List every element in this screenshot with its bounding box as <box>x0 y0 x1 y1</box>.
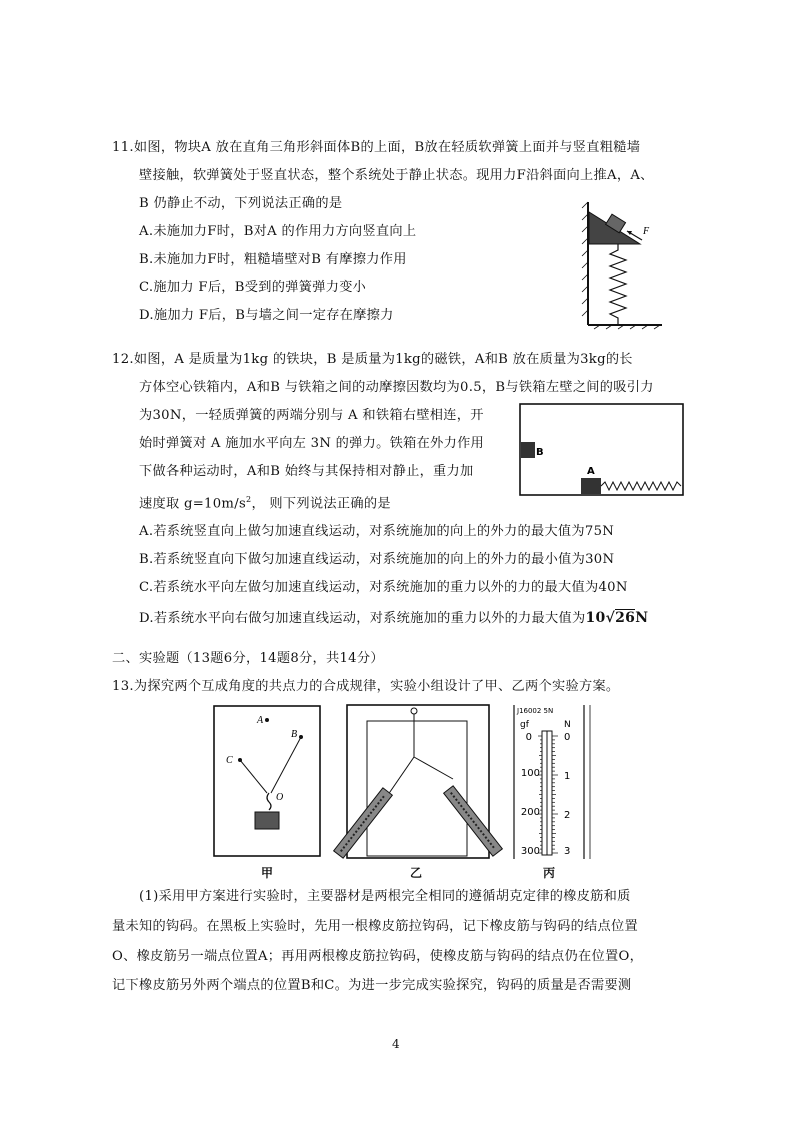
q12-label-a: A <box>587 466 595 477</box>
bing-gf-300: 300 <box>520 846 540 857</box>
q13-figure-jia <box>213 705 323 860</box>
page-number: 4 <box>392 1037 400 1051</box>
bing-n-1: 1 <box>564 771 571 782</box>
q13-para-line4: 记下橡皮筋另外两个端点的位置B和C。为进一步完成实验探究，钩码的质量是否需要测 <box>112 978 632 993</box>
q12-line2: 方体空心铁箱内，A和B 与铁箱之间的动摩擦因数均为0.5，B与铁箱左壁之间的吸引力 <box>139 380 654 395</box>
q11-label-f: F <box>643 226 650 237</box>
caption-yi: 乙 <box>410 866 423 880</box>
jia-label-c: C <box>226 755 233 766</box>
jia-label-a: A <box>257 715 264 726</box>
q12-option-d: D.若系统水平向右做匀加速直线运动，对系统施加的重力以外的力最大值为10√26N <box>139 610 649 626</box>
bing-gf-200: 200 <box>520 807 540 818</box>
q11-option-c: C.施加力 F后，B受到的弹簧弹力变小 <box>139 280 367 295</box>
q11-line3: B 仍静止不动，下列说法正确的是 <box>139 196 343 211</box>
bing-n-3: 3 <box>564 846 571 857</box>
caption-bing: 丙 <box>543 866 556 880</box>
jia-label-o: O <box>276 792 284 803</box>
bing-n-2: 2 <box>564 810 571 821</box>
q11-option-a: A.未施加力F时，B对A 的作用力方向竖直向上 <box>139 224 417 239</box>
q12-option-b: B.若系统竖直向下做匀加速直线运动，对系统施加的向上的外力的最小值为30N <box>139 552 615 567</box>
bing-gf-100: 100 <box>520 768 540 779</box>
caption-jia: 甲 <box>261 866 274 880</box>
q13-para-line3: O、橡皮筋另一端点位置A；再用两根橡皮筋拉钩码，使橡皮筋与钩码的结点仍在位置O， <box>112 949 644 964</box>
q12-line3: 为30N，一轻质弹簧的两端分别与 A 和铁箱右壁相连，开 <box>139 408 484 423</box>
q13-line1: 13.为探究两个互成角度的共点力的合成规律，实验小组设计了甲、乙两个实验方案。 <box>112 679 620 694</box>
bing-n-0: 0 <box>564 732 571 743</box>
bing-gf-0: 0 <box>525 732 532 743</box>
q12-option-a: A.若系统竖直向上做匀加速直线运动，对系统施加的向上的外力的最大值为75N <box>139 524 615 539</box>
q11-option-d: D.施加力 F后，B与墙之间一定存在摩擦力 <box>139 308 394 323</box>
q12-line1: 12.如图，A 是质量为1kg 的铁块，B 是质量为1kg的磁铁，A和B 放在质量为3kg的长 <box>112 352 633 367</box>
bing-unit-n: N <box>564 720 571 730</box>
q13-para-line1: (1)采用甲方案进行实验时，主要器材是两根完全相同的遵循胡克定律的橡皮筋和质 <box>139 889 631 904</box>
q13-figure-bing <box>512 703 592 863</box>
q13-figure-yi <box>333 703 503 863</box>
q11-line2: 壁接触，软弹簧处于竖直状态，整个系统处于静止状态。现用力F沿斜面向上推A，A、 <box>139 168 654 183</box>
q12-label-b: B <box>536 447 544 458</box>
q12-line6: 速度取 $g=10m/s^2$， 则下列说法正确的是 <box>139 495 391 512</box>
section-2-heading: 二、实验题（13题6分，14题8分，共14分） <box>112 651 384 666</box>
q13-para-line2: 量未知的钩码。在黑板上实验时，先用一根橡皮筋拉钩码，记下橡皮筋与钩码的结点位置 <box>112 919 639 934</box>
q11-option-b: B.未施加力F时，粗糙墙壁对B 有摩擦力作用 <box>139 252 407 267</box>
bing-model-label: J16002 5N <box>517 707 554 715</box>
bing-unit-gf: gf <box>520 720 529 730</box>
q11-figure <box>580 200 670 330</box>
jia-label-b: B <box>291 729 298 740</box>
q12-line5: 下做各种运动时，A和B 始终与其保持相对静止，重力加 <box>139 464 474 479</box>
q12-line4: 始时弹簧对 A 施加水平向左 3N 的弹力。铁箱在外力作用 <box>139 436 485 451</box>
q11-line1: 11.如图，物块A 放在直角三角形斜面体B的上面，B放在轻质软弹簧上面并与竖直粗糙墙 <box>112 140 641 155</box>
q12-figure <box>518 402 686 498</box>
q12-option-c: C.若系统水平向左做匀加速直线运动，对系统施加的重力以外的力的最大值为40N <box>139 580 628 595</box>
